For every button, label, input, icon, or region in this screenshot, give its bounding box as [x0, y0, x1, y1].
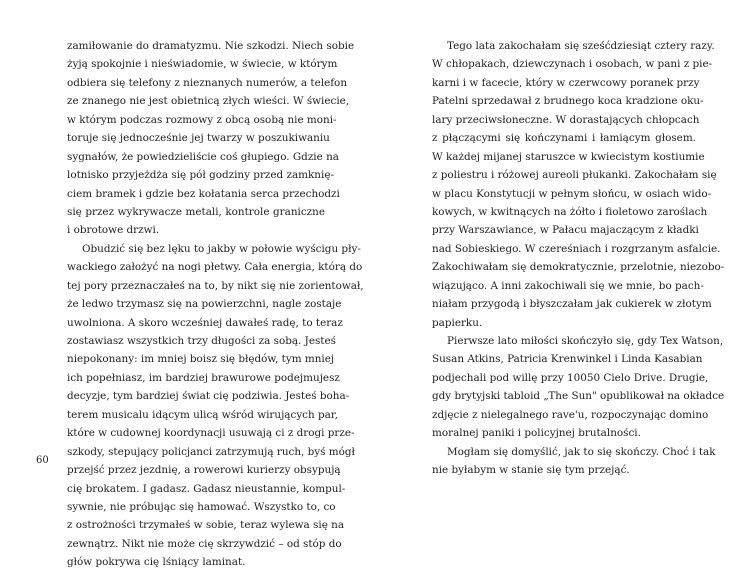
- text-line: moralnej paniki i policyjnej brutalności.: [432, 427, 641, 440]
- text-line: w placu Konstytucji w pełnym słońcu, w osiach wido-: [432, 187, 712, 200]
- text-line: Zakochiwałam się demokratycznie, przelotnie, niezobo-: [432, 261, 725, 274]
- text-line: z płączącymi się kończynami i łamiącym głosem.: [432, 132, 696, 145]
- text-line: że ledwo trzymasz się na powierzchni, nagle zostaje: [67, 298, 342, 311]
- text-line: Obudzić się bez lęku to jakby w połowie wyścigu pły-: [82, 242, 361, 255]
- text-line: w którym podczas rozmowy z obcą osobą nie moni-: [67, 113, 337, 126]
- text-line: zostawiasz wszystkich trzy długości za sobą. Jesteś: [67, 335, 336, 347]
- text-line: Pierwsze lato miłości skończyło się, gdy Tex Watson,: [447, 335, 724, 347]
- text-line: W chłopakach, dziewczynach i osobach, w pani z pie-: [432, 58, 713, 71]
- text-line: zamiłowanie do dramatyzmu. Nie szkodzi. Niech sobie: [67, 40, 355, 52]
- page-number: 60: [36, 455, 49, 466]
- text-line: gdy brytyjski tabloid „The Sun" opublikował na okładce: [432, 390, 725, 403]
- text-line: nad Sobieskiego. W czereśniach i rozgrzanym asfalcie.: [432, 242, 721, 255]
- text-line: papierku.: [432, 316, 483, 329]
- text-line: głów pokrywa cię lśniący laminat.: [67, 556, 246, 569]
- text-line: Tego lata zakochałam się sześćdziesiąt cztery razy.: [447, 40, 715, 52]
- text-line: Mogłam się domyślić, jak to się skończy. Choć i tak: [447, 445, 716, 458]
- text-line: ze znanego nie jest obietnicą złych wieści. W świecie,: [67, 95, 350, 108]
- text-line: toruje się jednocześnie jej twarzy w poszukiwaniu: [67, 132, 330, 145]
- text-line: ich popełniasz, im bardziej brawurowe podejmujesz: [67, 371, 340, 384]
- left-page-text: [67, 37, 364, 572]
- text-line: i obrotowe drzwi.: [67, 224, 160, 237]
- text-line: Patelni sprzedawał z brudnego koca kradzione oku-: [432, 95, 704, 108]
- text-line: się przez wykrywacze metali, kontrole graniczne: [67, 205, 325, 218]
- text-line: tej pory przeznaczałeś na to, by nikt się nie zorientował,: [67, 279, 364, 292]
- text-line: odbiera się telefony z nieznanych numerów, a telefon: [67, 76, 348, 89]
- right-page: [375, 0, 750, 569]
- text-line: z ostrożności trzymałeś w sobie, teraz wylewa się na: [67, 519, 345, 532]
- text-line: zdjęcie z nielegalnego rave'u, rozpoczynając domino: [432, 408, 709, 421]
- text-line: żyją spokojnie i nieświadomie, w świecie, w którym: [67, 58, 338, 71]
- text-line: które w cudownej koordynacji usuwają ci z drogi prze-: [67, 427, 355, 440]
- text-line: wackiego założyć na nogi płetwy. Cała energia, którą do: [67, 261, 363, 274]
- text-line: podjechali pod willę przy 10050 Cielo Drive. Drugie,: [432, 371, 709, 384]
- text-line: niałam przygodą i błyszczałam jak cukierek w złotym: [432, 298, 712, 311]
- text-line: lotnisko przyjeżdża się pół godziny przed zamknię-: [67, 169, 334, 182]
- text-line: terem musicalu idącym ulicą wśród wirujących par,: [67, 408, 338, 421]
- text-line: ciem bramek i gdzie bez kołatania serca przechodzi: [67, 187, 340, 200]
- text-line: niepokonany: im mniej boisz się błędów, tym mniej: [67, 353, 335, 366]
- text-line: zewnątrz. Nikt nie może cię skrzywdzić – od stóp do: [67, 537, 342, 550]
- text-line: karni i w facecie, który w czerwcowy poranek przy: [432, 76, 700, 89]
- text-line: W każdej mijanej staruszce w kwiecistym kostiumie: [432, 150, 705, 163]
- left-page: [0, 0, 375, 569]
- text-line: przy Warszawiance, w Pałacu majaczącym z kładki: [432, 224, 699, 237]
- text-line: kowych, w kwitnących na żółto i fioletowo zaroślach: [432, 205, 708, 218]
- text-line: sygnałów, że powiedzieliście coś głupiego. Gdzie na: [67, 150, 339, 163]
- text-line: decyzje, tym bardziej świat cię podziwia. Jesteś boha-: [67, 390, 350, 403]
- text-line: lary przeciwsłoneczne. W dorastających chłopcach: [432, 113, 700, 126]
- text-line: uwolniona. A skoro wcześniej dawałeś radę, to teraz: [67, 316, 343, 329]
- text-line: cię brokatem. I gadasz. Gadasz nieustannie, kompul-: [67, 482, 346, 495]
- text-line: sywnie, nie próbując się hamować. Wszystko to, co: [67, 500, 336, 513]
- text-line: przejść przez jezdnię, a rowerowi kurierzy obsypują: [67, 464, 341, 477]
- right-page-text: [432, 37, 725, 480]
- text-line: z poliestru i różowej aureoli płukanki. Zakochałam się: [432, 169, 717, 182]
- text-line: Susan Atkins, Patricia Krenwinkel i Linda Kasabian: [432, 353, 703, 366]
- text-line: szkody, stepujący policjanci zatrzymują ruch, byś mógł: [67, 445, 355, 458]
- text-line: wiązująco. A inni zakochiwali się we mnie, bo pach-: [432, 279, 704, 292]
- text-line: nie byłabym w stanie się tym przejąć.: [432, 464, 630, 477]
